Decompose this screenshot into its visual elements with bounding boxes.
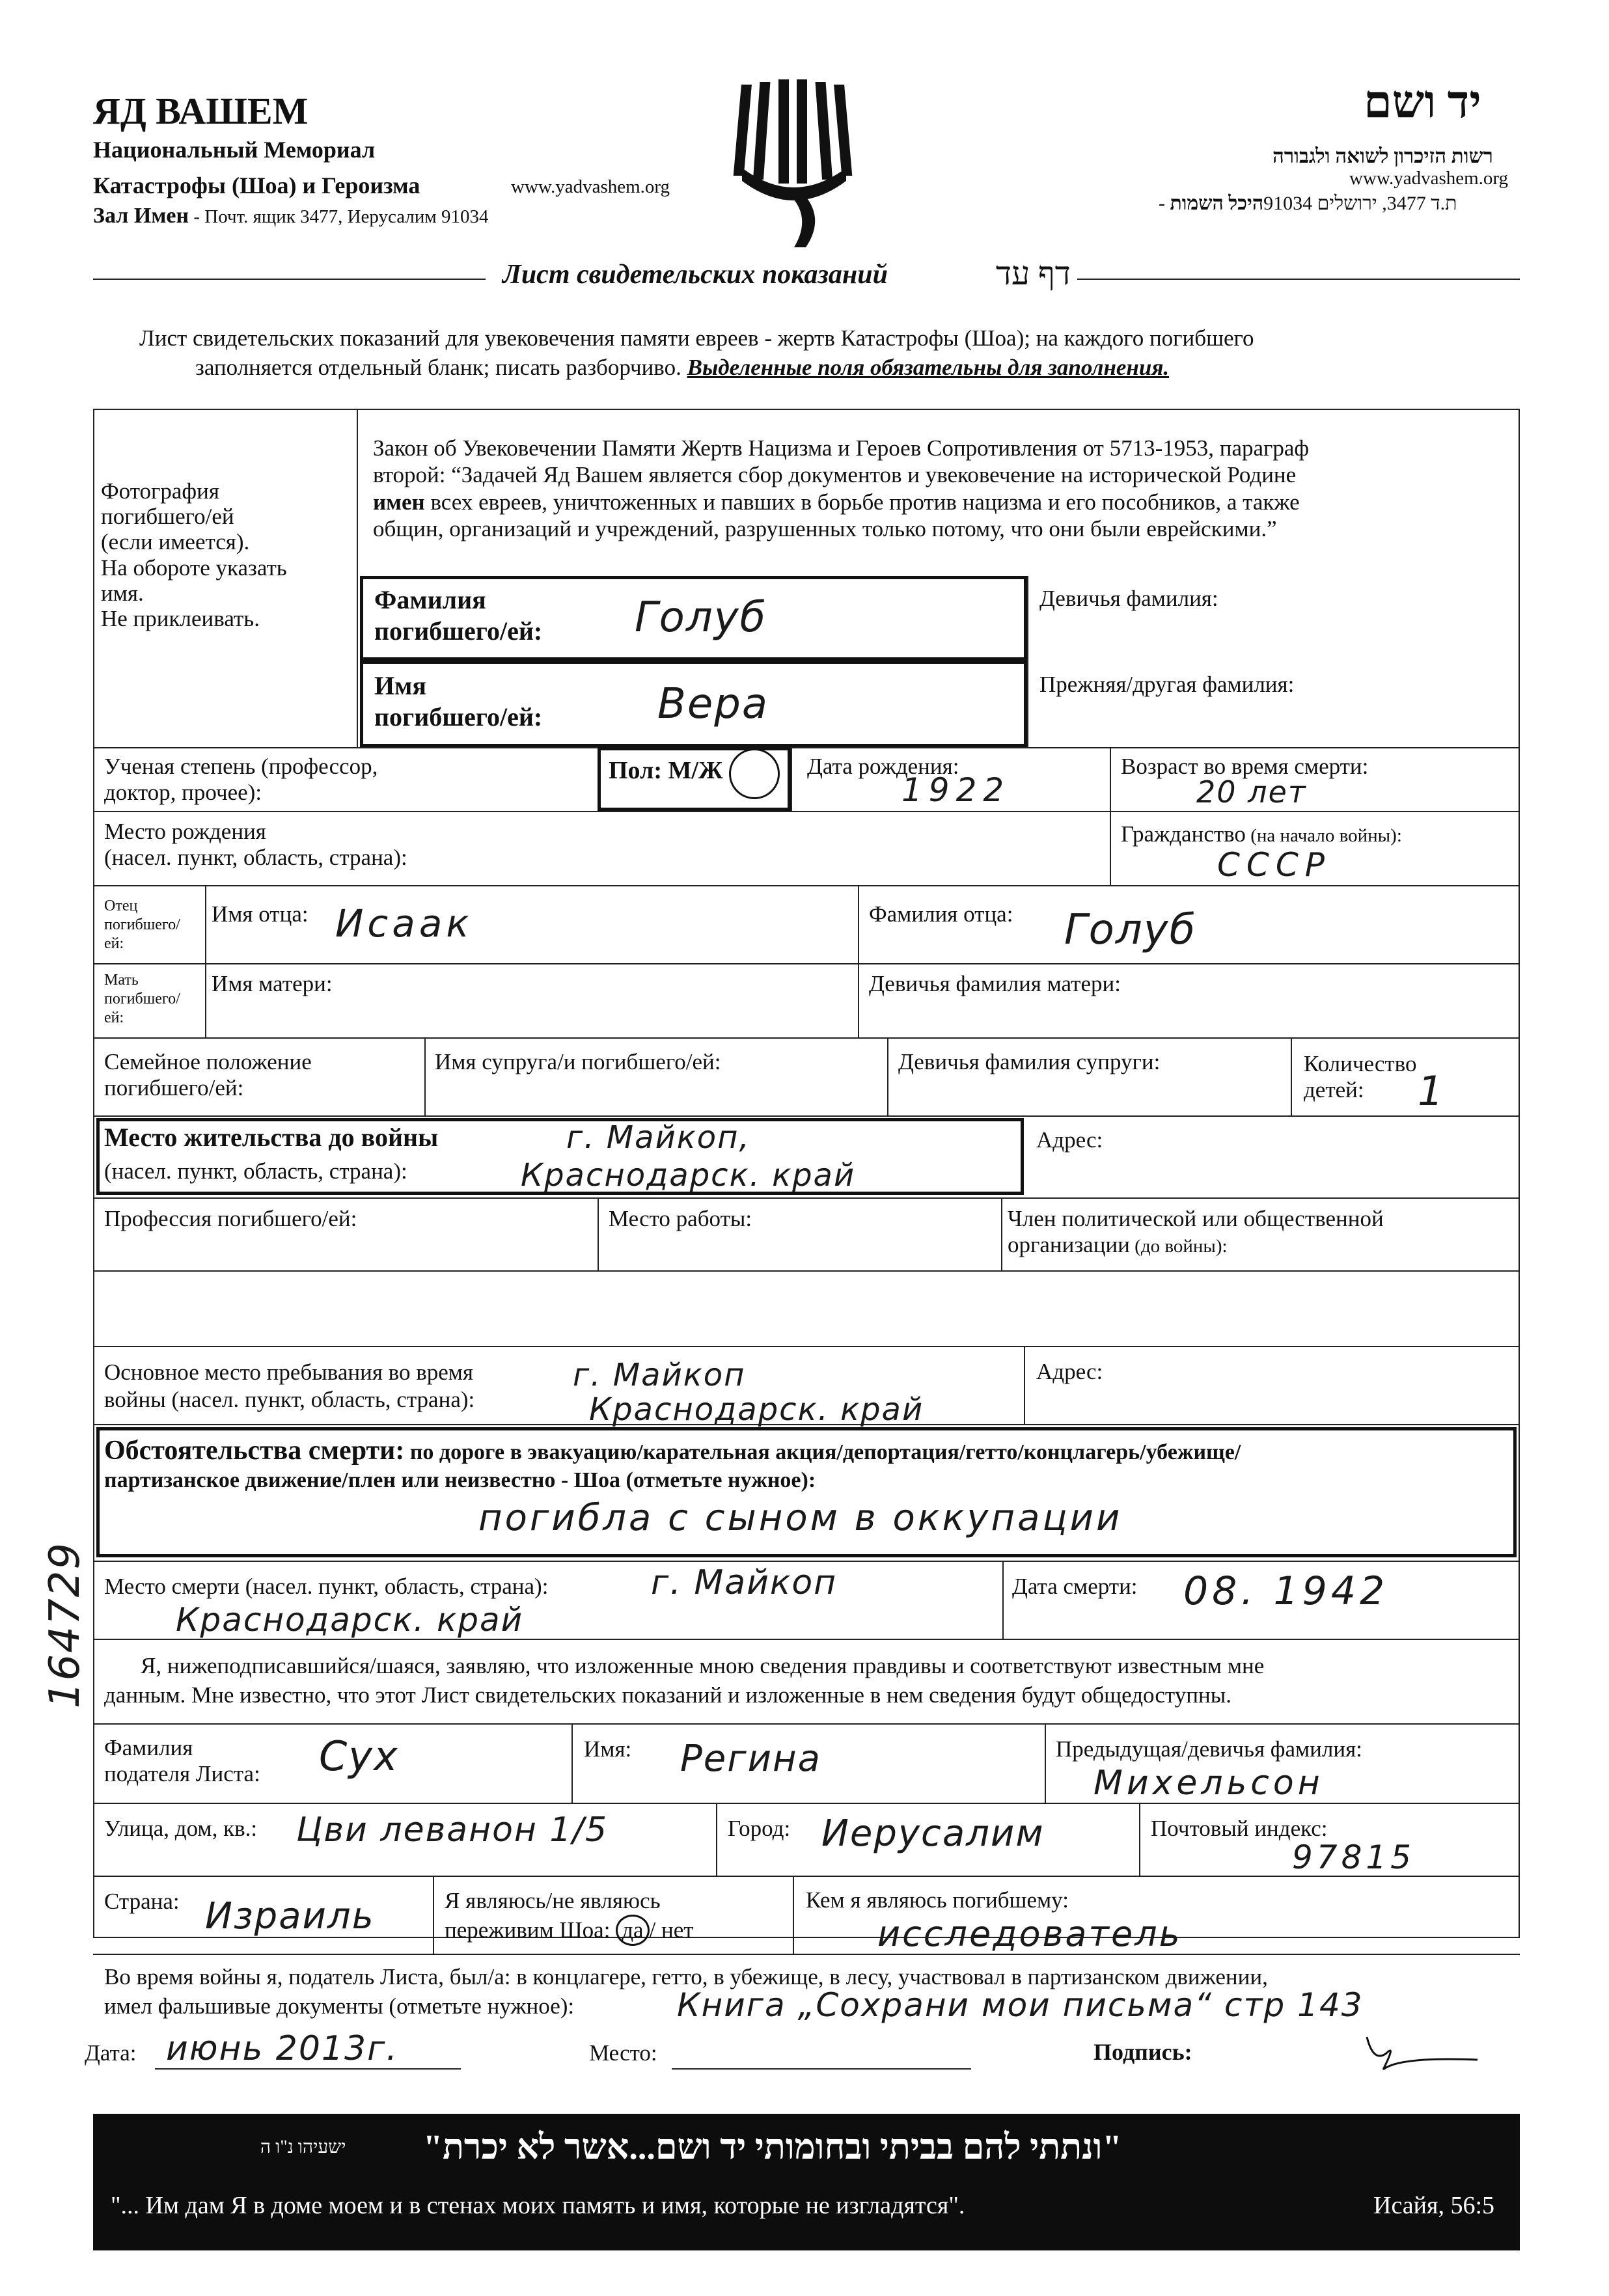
label-line: Основное место пребывания во время bbox=[104, 1360, 474, 1385]
submitter-surname-value: Сух bbox=[319, 1732, 399, 1780]
wartime-address-label: Адрес: bbox=[1036, 1359, 1103, 1384]
row-rule bbox=[93, 1115, 1520, 1117]
death-place-value2: Краснодарск. край bbox=[176, 1601, 524, 1639]
photo-line: Не приклеивать. bbox=[101, 605, 260, 631]
cell-divider bbox=[1001, 1197, 1002, 1270]
hall-bold: Зал Имен bbox=[93, 204, 189, 228]
wartime-value-line1: г. Майкоп bbox=[573, 1357, 746, 1393]
spouse-name-label: Имя супруга/и погибшего/ей: bbox=[435, 1049, 721, 1074]
cell-divider bbox=[1139, 1803, 1140, 1876]
circumstances-options2: партизанское движение/плен или неизвестно - Шоа (отметьте нужное): bbox=[104, 1468, 816, 1492]
law-line bbox=[373, 489, 1309, 515]
victim-maiden-label: Девичья фамилия: bbox=[1039, 586, 1218, 611]
zip-value: 97815 bbox=[1292, 1838, 1416, 1876]
degree-label bbox=[104, 754, 378, 806]
website-link[interactable]: www.yadvashem.org bbox=[511, 176, 670, 197]
survivor-yes-selected[interactable]: да bbox=[616, 1915, 649, 1946]
footer-russian-source: Исайя, 56:5 bbox=[1373, 2192, 1495, 2219]
law-line-rest: всех евреев, уничтоженных и павших в борьбе против нацизма и его пособников, а также bbox=[424, 489, 1300, 515]
law-line: второй: “Задачей Яд Вашем является сбор документов и увековечение на исторической Родине bbox=[373, 462, 1297, 488]
death-date-label: Дата смерти: bbox=[1012, 1574, 1138, 1599]
circumstances-options1: по дороге в эвакуацию/карательная акция/депортация/гетто/концлагерь/убежище/ bbox=[404, 1440, 1241, 1464]
sex-selected-circle-icon bbox=[729, 748, 780, 799]
label-line: погибшего/ bbox=[104, 990, 180, 1007]
country-value: Израиль bbox=[205, 1895, 375, 1937]
form-title-ru: Лист свидетельских показаний bbox=[502, 260, 888, 290]
row-rule bbox=[93, 1197, 1520, 1199]
prewar-value-line2: Краснодарск. край bbox=[521, 1157, 856, 1194]
victim-surname-value: Голуб bbox=[635, 594, 767, 642]
photo-divider bbox=[357, 409, 358, 747]
row-rule bbox=[93, 1037, 1520, 1039]
citizenship-note: (на начало войны): bbox=[1245, 825, 1402, 846]
row-rule bbox=[93, 1723, 1520, 1725]
membership-label bbox=[1008, 1206, 1384, 1259]
label-line: (насел. пункт, область, страна): bbox=[104, 845, 407, 871]
workplace-label: Место работы: bbox=[609, 1206, 752, 1231]
label-line: войны (насел. пункт, область, страна): bbox=[104, 1387, 475, 1412]
he-address: - ת.ד 3477, ירושלים 91034 bbox=[1159, 193, 1457, 214]
intro-line1: Лист свидетельских показаний для увековечения памяти евреев - жертв Катастрофы (Шоа); на каждого погибшего bbox=[139, 325, 1254, 351]
submitter-prev-surname-label: Предыдущая/девичья фамилия: bbox=[1056, 1736, 1362, 1762]
photo-line: (если имеется). bbox=[101, 529, 250, 555]
children-value: 1 bbox=[1418, 1067, 1445, 1115]
org-line1-he: רשות הזיכרון לשואה ולגבורה bbox=[1272, 144, 1493, 167]
cell-divider bbox=[1024, 1346, 1025, 1424]
wartime-submitter-line2: имел фальшивые документы (отметьте нужное): bbox=[104, 1993, 575, 2019]
title-rule-left bbox=[93, 279, 486, 280]
title-rule-right bbox=[1077, 279, 1520, 280]
label-line: ей: bbox=[104, 1009, 124, 1026]
street-value: Цви леванон 1/5 bbox=[296, 1811, 609, 1850]
footer-hebrew-source: ישעיהו נ"ו ה bbox=[260, 2137, 346, 2157]
label-line: организации bbox=[1008, 1232, 1130, 1258]
row-rule bbox=[93, 1954, 1520, 1955]
row-rule bbox=[93, 747, 1520, 748]
label-line: Место рождения bbox=[104, 819, 266, 844]
death-date-value: 08. 1942 bbox=[1183, 1568, 1389, 1614]
cell-divider bbox=[887, 1037, 888, 1115]
photo-line: имя. bbox=[101, 580, 144, 606]
signature-label: Подпись: bbox=[1093, 2039, 1192, 2065]
zip-label: Почтовый индекс: bbox=[1151, 1816, 1328, 1841]
dob-label: Дата рождения: bbox=[807, 754, 959, 779]
mother-maiden-label: Девичья фамилия матери: bbox=[869, 971, 1121, 996]
label-line: погибшего/ей: bbox=[104, 1075, 244, 1101]
intro-required-note: Выделенные поля обязательны для заполнения. bbox=[687, 355, 1170, 380]
date-label: Дата: bbox=[85, 2040, 137, 2066]
father-side-label bbox=[104, 897, 180, 953]
org-title-ru: ЯД ВАШЕМ bbox=[93, 90, 309, 132]
date-rule bbox=[155, 2068, 461, 2070]
org-title-he: יד ושם bbox=[1364, 77, 1481, 128]
law-text bbox=[373, 435, 1309, 542]
city-label: Город: bbox=[728, 1816, 791, 1841]
label-line: Имя bbox=[374, 671, 426, 700]
date-value: июнь 2013г. bbox=[166, 2029, 398, 2068]
menorah-logo-icon bbox=[729, 77, 866, 253]
profession-label: Профессия погибшего/ей: bbox=[104, 1206, 357, 1231]
intro-line2 bbox=[195, 355, 1169, 381]
children-label bbox=[1304, 1051, 1416, 1104]
row-rule bbox=[93, 1639, 1520, 1640]
label-line: Фамилия bbox=[104, 1735, 193, 1760]
prewar-label: Место жительства до войны bbox=[104, 1123, 439, 1152]
age-value: 20 лет bbox=[1196, 774, 1307, 810]
victim-name-label bbox=[374, 670, 542, 733]
label-line: подателя Листа: bbox=[104, 1761, 260, 1787]
declaration-line2: данным. Мне известно, что этот Лист свидетельских показаний и изложенные в нем сведения будут общедоступны. bbox=[104, 1682, 1231, 1708]
cell-divider bbox=[205, 885, 206, 963]
label-line: Ученая степень (профессор, bbox=[104, 754, 378, 779]
law-line: общин, организаций и учреждений, разрушенных только потому, что они были еврейскими.” bbox=[373, 515, 1277, 541]
prewar-address-label: Адрес: bbox=[1036, 1127, 1103, 1153]
row-rule bbox=[93, 811, 1520, 812]
label-line: погибшего/ей: bbox=[374, 616, 543, 646]
survivor-no-option[interactable]: / нет bbox=[649, 1917, 694, 1943]
label-line: погибшего/ей: bbox=[374, 702, 543, 731]
photo-line: На обороте указать bbox=[101, 554, 287, 581]
submitter-name-value: Регина bbox=[680, 1738, 821, 1780]
mother-side-label bbox=[104, 971, 180, 1027]
cell-divider bbox=[424, 1037, 426, 1115]
cell-divider bbox=[1291, 1037, 1292, 1115]
citizenship-label bbox=[1121, 821, 1402, 847]
street-label: Улица, дом, кв.: bbox=[104, 1816, 258, 1841]
cell-divider bbox=[1110, 747, 1111, 811]
place-label: Место: bbox=[589, 2040, 657, 2066]
cell-divider bbox=[793, 1876, 794, 1954]
hall-address-ru bbox=[93, 203, 488, 228]
father-name-value: Исаак bbox=[335, 901, 473, 946]
label-line: переживим Шоа: bbox=[445, 1917, 611, 1943]
label-line: Количество bbox=[1304, 1051, 1417, 1076]
law-line: Закон об Увековечении Памяти Жертв Нацизма и Героев Сопротивления от 5713-1953, параграф bbox=[373, 435, 1310, 461]
spouse-maiden-label: Девичья фамилия супруги: bbox=[898, 1049, 1161, 1074]
city-value: Иерусалим bbox=[821, 1812, 1045, 1855]
citizenship-label-main: Гражданство bbox=[1121, 821, 1246, 847]
circumstances-line1 bbox=[104, 1435, 1241, 1466]
cell-divider bbox=[598, 1197, 599, 1270]
relation-value: исследователь bbox=[877, 1913, 1182, 1954]
submitter-name-label: Имя: bbox=[584, 1736, 632, 1762]
label-line: доктор, прочее): bbox=[104, 780, 262, 806]
prewar-sub-label: (насел. пункт, область, страна): bbox=[104, 1158, 407, 1184]
death-place-value1: г. Майкоп bbox=[651, 1563, 838, 1602]
row-rule bbox=[93, 963, 1520, 964]
label-line: Отец bbox=[104, 897, 138, 914]
submitter-surname-label bbox=[104, 1735, 260, 1788]
footer-hebrew-quote: "ונתתי להם בביתי ובחומותי יד ושם...אשר לא יכרת" bbox=[423, 2127, 1122, 2166]
org-line1-ru: Национальный Мемориал bbox=[93, 137, 376, 163]
photo-line: Фотография bbox=[101, 478, 219, 504]
hall-address: - Почт. ящик 3477, Иерусалим 91034 bbox=[189, 206, 489, 227]
cell-divider bbox=[858, 885, 859, 1037]
label-line: детей: bbox=[1304, 1077, 1364, 1103]
father-surname-label: Фамилия отца: bbox=[869, 901, 1013, 927]
row-rule bbox=[93, 1561, 1520, 1562]
cell-divider bbox=[1002, 1561, 1004, 1639]
row-rule bbox=[93, 1424, 1520, 1425]
prewar-value-line1: г. Майкоп, bbox=[566, 1119, 750, 1156]
cell-divider bbox=[1110, 811, 1111, 885]
label-line: ей: bbox=[104, 935, 124, 952]
intro-line2-plain: заполняется отдельный бланк; писать разборчиво. bbox=[195, 355, 687, 380]
label-line: Член политической или общественной bbox=[1008, 1206, 1384, 1231]
cell-divider bbox=[1045, 1723, 1046, 1803]
declaration-line1: Я, нижеподписавшийся/шаяся, заявляю, что изложенные мною сведения правдивы и соответствуют известным мне bbox=[141, 1653, 1265, 1678]
row-rule bbox=[93, 885, 1520, 886]
photo-line: погибшего/ей bbox=[101, 504, 234, 530]
name-divider bbox=[1027, 576, 1028, 747]
circumstances-value: погибла с сыном в оккупации bbox=[478, 1497, 1123, 1539]
cell-divider bbox=[205, 963, 206, 1037]
signature-scribble-icon bbox=[1354, 2024, 1484, 2076]
wartime-submitter-line1: Во время войны я, податель Листа, был/а: в концлагере, гетто, в убежище, в лесу, участвовал в партизанском движении, bbox=[104, 1964, 1268, 1989]
label-line: погибшего/ bbox=[104, 916, 180, 933]
victim-surname-label bbox=[374, 584, 542, 647]
birthplace-label bbox=[104, 819, 407, 871]
org-line2-ru: Катастрофы (Шоа) и Героизма bbox=[93, 172, 420, 198]
org-address-he bbox=[1159, 193, 1457, 215]
wartime-place-label bbox=[104, 1359, 474, 1414]
cell-divider bbox=[791, 747, 792, 811]
father-name-label: Имя отца: bbox=[212, 901, 309, 927]
submitter-prev-surname-value: Михельсон bbox=[1093, 1764, 1324, 1803]
side-registration-number: 164729 bbox=[41, 1541, 89, 1709]
sex-label: Пол: М/Ж bbox=[609, 757, 723, 784]
cell-divider bbox=[433, 1876, 434, 1954]
row-rule bbox=[93, 1803, 1520, 1804]
age-label: Возраст во время смерти: bbox=[1121, 754, 1369, 779]
website-he-link[interactable]: www.yadvashem.org bbox=[1349, 168, 1509, 189]
circumstances-label: Обстоятельства смерти: bbox=[104, 1436, 405, 1466]
label-line: Я являюсь/не являюсь bbox=[445, 1888, 661, 1913]
law-bold-word: имен bbox=[373, 489, 425, 515]
victim-name-value: Вера bbox=[657, 680, 769, 728]
membership-note: (до войны): bbox=[1129, 1236, 1228, 1257]
place-rule bbox=[672, 2068, 971, 2070]
father-surname-value: Голуб bbox=[1064, 906, 1197, 954]
citizenship-value: СССР bbox=[1217, 846, 1331, 884]
form-title-he: דף עד bbox=[996, 255, 1071, 292]
marital-status-label bbox=[104, 1049, 312, 1102]
label-line: Фамилия bbox=[374, 585, 486, 614]
dob-value: 1922 bbox=[901, 771, 1011, 809]
cell-divider bbox=[571, 1723, 573, 1803]
country-label: Страна: bbox=[104, 1889, 180, 1914]
wartime-submitter-value: Книга „Сохрани мои письма“ стр 143 bbox=[677, 1986, 1364, 2024]
row-rule bbox=[93, 1270, 1520, 1272]
label-line: Семейное положение bbox=[104, 1049, 312, 1074]
label-line: Мать bbox=[104, 972, 139, 989]
survivor-label bbox=[445, 1887, 694, 1946]
photo-instructions bbox=[101, 478, 287, 631]
wartime-value-line2: Краснодарск. край bbox=[589, 1391, 924, 1428]
row-rule bbox=[93, 1346, 1520, 1347]
mother-name-label: Имя матери: bbox=[212, 971, 333, 996]
he-address-bold: היכל השמות bbox=[1170, 193, 1264, 214]
death-place-label: Место смерти (насел. пункт, область, страна): bbox=[104, 1574, 549, 1599]
footer-russian-quote: "... Им дам Я в доме моем и в стенах моих память и имя, которые не изгладятся". bbox=[111, 2192, 965, 2219]
victim-other-surname-label: Прежняя/другая фамилия: bbox=[1039, 672, 1295, 697]
cell-divider bbox=[716, 1803, 717, 1876]
row-rule bbox=[93, 1876, 1520, 1877]
relation-label: Кем я являюсь погибшему: bbox=[806, 1887, 1069, 1913]
